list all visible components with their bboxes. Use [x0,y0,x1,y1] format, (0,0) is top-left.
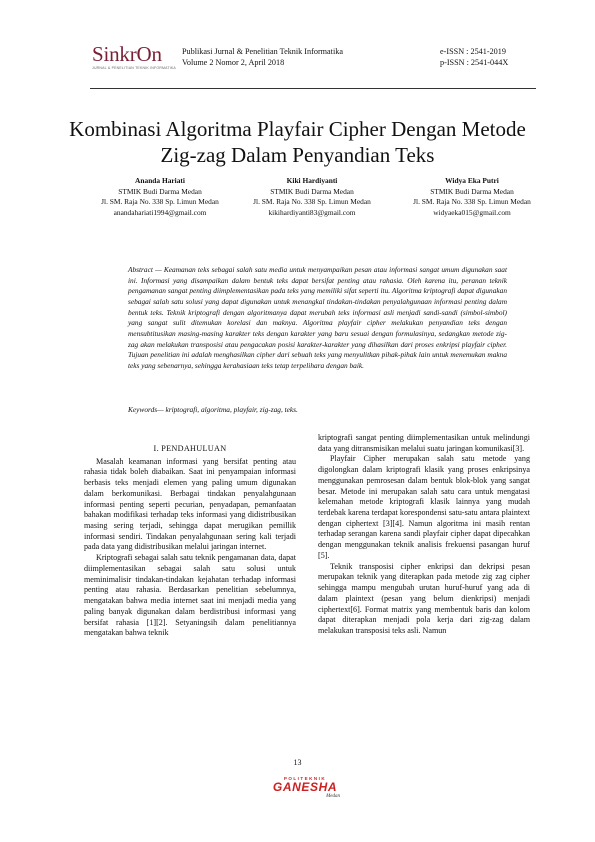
paragraph: Playfair Cipher merupakan salah satu metode yang digolongkan dalam kriptografi klasik yang proses enkripsinya menggunakan pemrosesan dalam bentuk blok-blok yang sangat besar. Metode ini merupakan salah satu cara untuk mengatasi kelemahan metode kriptografi klasik lainnya yang mudah terdebak karena terdapat korespondensi satu-satu antara plaintext dengan ciphertext [3][4]. Namun algoritma ini masih rentan terhadap serangan karena sandi playfair cipher dapat dipecahkan dengan menggunakan teknik analisis frekuensi pasangan huruf [5]. [318,454,530,560]
paragraph: Kriptografi sebagai salah satu teknik pengamanan data, dapat diimplementasikan sebagai salah satu solusi untuk meminimalisir tindakan-tindakan kejahatan terhadap informasi penting atau rahasia. Berdasarkan penelitian sebelumnya, mengatakan bahwa media internet saat ini menjadi media yang paling banyak digunakan dalam berdistribusi informasi yang bersifat rahasia [1][2]. Setyaningsih dalam penelitiannya mengatakan bahwa teknik [84,553,296,638]
right-column [318,433,530,637]
sinkron-logo [92,44,176,70]
author-address: Jl. SM. Raja No. 338 Sp. Limun Medan [413,197,531,207]
author-2 [232,176,392,218]
author-name: Kiki Hardiyanti [286,176,338,185]
pissn: p-ISSN : 2541-044X [440,57,509,67]
paragraph: Masalah keamanan informasi yang bersifat penting atau rahasia tidak boleh diabaikan. Saat ini penyampaian informasi berbasis teks menjadi elemen yang paling umum digunakan dalam berkomunikasi. Berbagai tindakan penyalahgunaan informasi penting seperti pecurian, penyadapan, pemanfaatan bahakan modifikasi terhadap teks informasi yang didistribusikan masing sering terjadi, sehingga dapat merugikan pemillik informasi sendiri. Tindakan penyalahgunaan sering kali terjadi pada data yang didistribusikan melalui jaringan internet. [84,456,296,552]
left-column [84,433,296,639]
logo-tagline: JURNAL & PENELITIAN TEKNIK INFORMATIKA [92,66,176,70]
author-address: Jl. SM. Raja No. 338 Sp. Limun Medan [253,197,371,207]
author-address: Jl. SM. Raja No. 338 Sp. Limun Medan [101,197,219,207]
author-email: kikihardiyanti83@gmail.com [268,207,356,217]
logo-top-text: POLITEKNIK [283,776,327,781]
paragraph: Teknik transposisi cipher enkripsi dan dekripsi pesan merupakan teknik yang diterapkan pada metode zig zag cipher sehingga mampu mengubah urutan huruf-huruf yang ada di dalam plaintext (pesan yang belum dienkripsi) menjadi ciphertext[6]. Format matrix yang membentuk baris dan kolom dapat diterapkan menjadi pola kerja dari zig-zag dalam melakukan transposisi teks asli. Namun [318,561,530,635]
logo-sub-text: Medan [326,794,340,799]
author-1 [80,176,240,218]
section-heading: I. PENDAHULUAN [153,444,227,453]
keywords [128,405,507,415]
author-name: Widya Eka Putri [445,176,499,185]
abstract-label: Abstract — [128,265,162,274]
author-affiliation: STMIK Budi Darma Medan [270,186,354,196]
author-email: widyaeka015@gmail.com [433,207,511,217]
author-affiliation: STMIK Budi Darma Medan [118,186,202,196]
author-name: Ananda Hariati [135,176,185,185]
ganesha-logo [270,776,340,799]
paper-title: Kombinasi Algoritma Playfair Cipher Dengan Metode Zig-zag Dalam Penyandian Teks [69,117,526,167]
journal-name: Publikasi Jurnal & Penelitian Teknik Informatika [182,47,343,56]
journal-volume: Volume 2 Nomor 2, April 2018 [182,57,285,67]
author-affiliation: STMIK Budi Darma Medan [430,186,514,196]
paragraph: kriptografi sangat penting diimplementasikan untuk melindungi data yang ditransmisikan melalui suatu jaringan komunikasi[3]. [318,433,530,453]
keywords-text: kriptografi, algoritma, playfair, zig-zag, teks. [163,405,298,414]
eissn: e-ISSN : 2541-2019 [440,47,506,56]
logo-main-text: GANESHA [272,780,338,794]
logo-text: SinkrOn [92,42,162,66]
author-email: anandahariati1994@gmail.com [113,207,207,217]
header-rule [90,88,536,89]
author-3 [392,176,552,218]
abstract [128,265,507,372]
abstract-text: Keamanan teks sebagai salah satu media untuk menyampaikan pesan atau informasi sangat umum digunakan saat ini. Informasi yang disampaikan dalam bentuk teks dapat bersifat penting atau rahasia. Oleh karena itu, peranan teknik pengamanan sangat penting diimplementasikan pada teks yang memiliki sifat seperti itu. Algoritma kriptografi dapat digunakan sebagai salah satu solusi yang dapat digunakan untuk menangkal tindakan-tindakan penyalahgunaan informasi penting dalam bentuk teks. Teknik kriptografi dengan algoritmanya dapat merubah teks informasi asli menjadi sandi-sandi (simbol-simbol) yang sangat sulit ditemukan korelasi dan maknya. Algoritma playfair cipher melakukan penyandian teks dengan mensubtitusikan masing-masing karakter teks dengan karakter yang baru sesuai dengan formulasinya, sedangkan metode zig-zag akan melakukan transposisi atau pengacakan posisi karakter-karakter yang dihasilkan dari proses enkripsi playfair cipher. Tujuan penelitian ini adalah menghasilkan cipher dari sebuah teks yang menyulitkan pihak-pihak lain untuk menemukan makna teks yang sebenarnya, sehingga kerahasiaan teks tetap terpelihara dengan baik. [128,265,507,370]
keywords-label: Keywords— [128,405,164,414]
page-number: 13 [293,758,302,767]
journal-info [182,47,343,68]
issn-info [440,47,508,68]
